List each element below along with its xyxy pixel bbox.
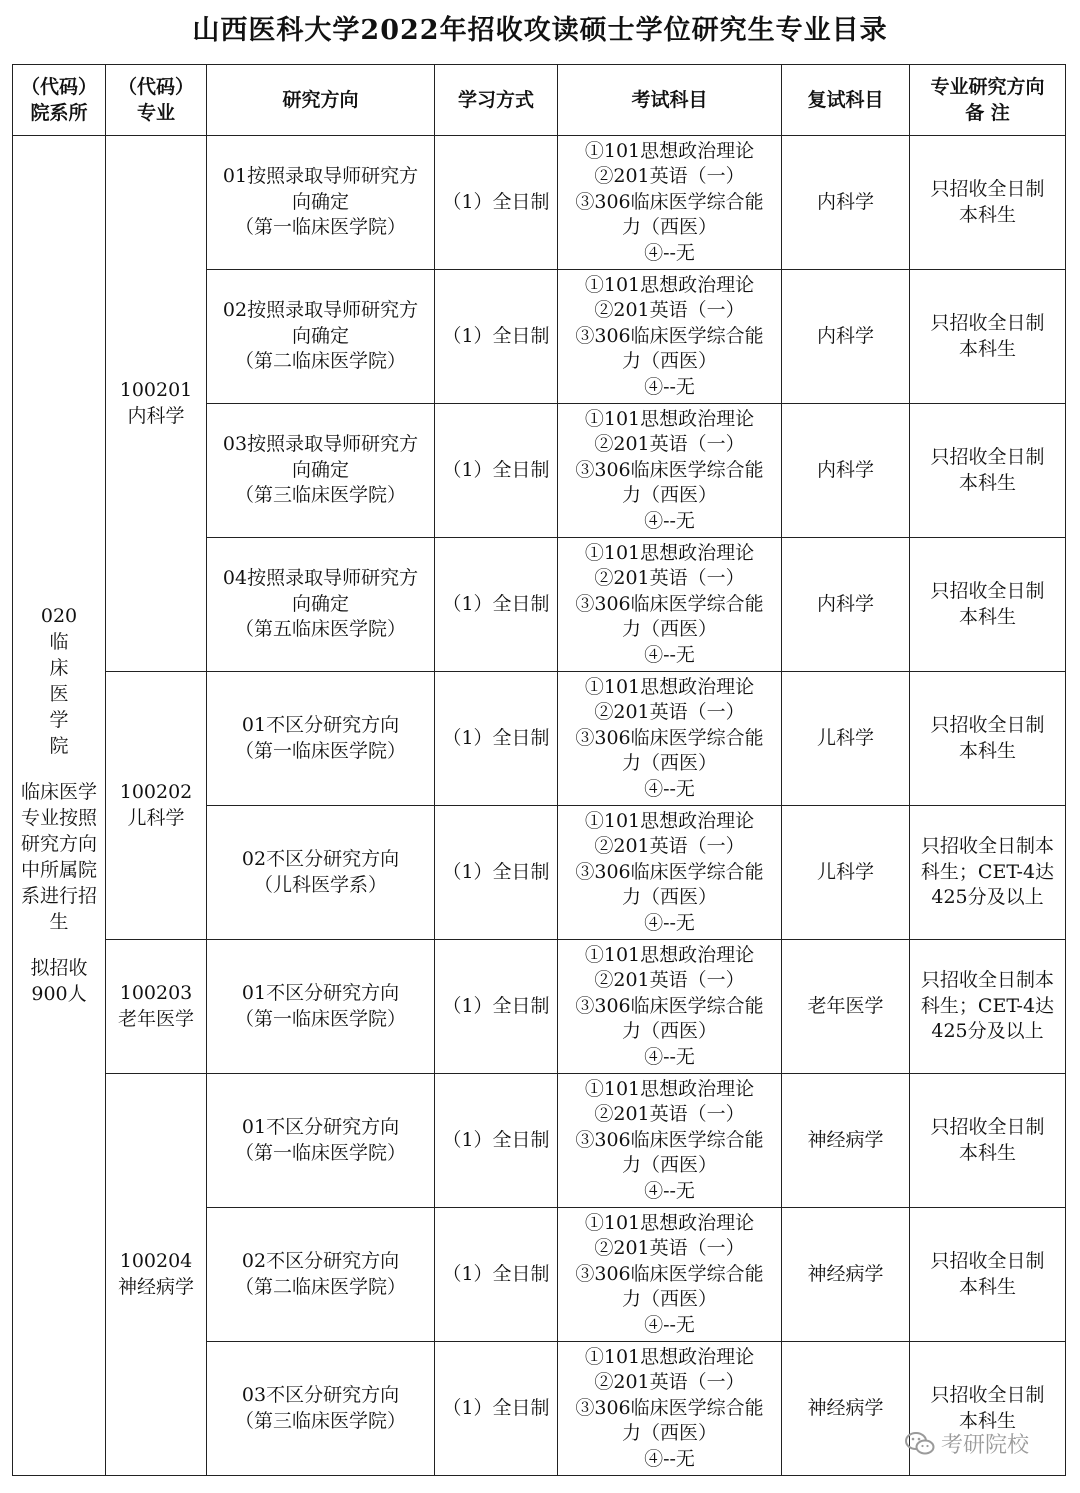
text-line: （第二临床医学院）	[234, 350, 406, 373]
watermark	[905, 1428, 1029, 1459]
text-line: 力（西医）	[621, 752, 717, 775]
text-line: 03按照录取导师研究方	[222, 433, 419, 456]
text-line: ①101思想政治理论	[584, 1211, 755, 1234]
direction-cell	[207, 538, 435, 672]
direction-cell	[207, 806, 435, 940]
wechat-icon	[905, 1431, 935, 1457]
text-line: ③306临床医学综合能	[575, 190, 764, 213]
table-header-row	[13, 65, 1066, 136]
text-line: ③306临床医学综合能	[575, 1396, 764, 1419]
exam-cell	[558, 1342, 782, 1476]
retest-cell: 儿科学	[782, 806, 910, 940]
text-line: ④--无	[644, 1447, 695, 1470]
text-line: ④--无	[644, 777, 695, 800]
direction-cell	[207, 1342, 435, 1476]
major-code: 100202	[119, 781, 193, 803]
note-cell	[910, 404, 1066, 538]
text-line: ②201英语（一）	[594, 299, 745, 322]
text-line: ①101思想政治理论	[584, 675, 755, 698]
text-line: 力（西医）	[621, 618, 717, 641]
text-line: （第二临床医学院）	[234, 1275, 406, 1298]
note-cell	[910, 940, 1066, 1074]
exam-cell	[558, 270, 782, 404]
major-name: 神经病学	[117, 1275, 194, 1298]
text-line: （第三临床医学院）	[234, 484, 406, 507]
text-line: ②201英语（一）	[594, 969, 745, 992]
major-code: 100203	[119, 982, 193, 1004]
note-cell	[910, 136, 1066, 270]
text-line: ①101思想政治理论	[584, 541, 755, 564]
text-line: ②201英语（一）	[594, 433, 745, 456]
text-line: （第一临床医学院）	[234, 1007, 406, 1030]
text-line: 只招收全日制	[930, 714, 1045, 736]
text-line: 425分及以上	[931, 886, 1044, 909]
text-line: ④--无	[644, 1179, 695, 1202]
text-line: 力（西医）	[621, 886, 717, 909]
dept-code: 020	[40, 604, 78, 627]
text-line: ①101思想政治理论	[584, 943, 755, 966]
text-line: 本科生	[958, 1275, 1016, 1298]
text-line: ④--无	[644, 1045, 695, 1068]
direction-cell	[207, 672, 435, 806]
text-line: 只招收全日制	[930, 1250, 1045, 1272]
text-line: 03不区分研究方向	[241, 1384, 400, 1406]
major-name: 老年医学	[117, 1007, 194, 1030]
exam-cell	[558, 404, 782, 538]
header-note: 专业研究方向 备 注	[910, 65, 1066, 136]
text-line: ③306临床医学综合能	[575, 592, 764, 615]
text-line: 本科生	[958, 337, 1016, 360]
watermark-text: 考研院校	[941, 1433, 1030, 1458]
header-retest: 复试科目	[782, 65, 910, 136]
text-line: 只招收全日制	[930, 446, 1045, 468]
major-name: 儿科学	[127, 806, 185, 829]
text-line: 向确定	[291, 458, 349, 481]
major-cell	[106, 1074, 207, 1476]
exam-cell	[558, 1074, 782, 1208]
exam-cell	[558, 538, 782, 672]
note-cell	[910, 270, 1066, 404]
text-line: ②201英语（一）	[594, 567, 745, 590]
text-line: 力（西医）	[621, 350, 717, 373]
retest-cell: 儿科学	[782, 672, 910, 806]
retest-cell: 老年医学	[782, 940, 910, 1074]
text-line: 只招收全日制本	[920, 835, 1054, 858]
text-line: ④--无	[644, 241, 695, 264]
text-line: ④--无	[644, 911, 695, 934]
header-major: （代码） 专业	[106, 65, 207, 136]
text-line: ①101思想政治理论	[584, 407, 755, 430]
text-line: ②201英语（一）	[594, 165, 745, 188]
text-line: 02不区分研究方向	[241, 1250, 400, 1272]
direction-cell	[207, 1074, 435, 1208]
text-line: ③306临床医学综合能	[575, 324, 764, 347]
major-code: 100201	[119, 379, 193, 401]
text-line: 只招收全日制	[930, 178, 1045, 200]
direction-cell	[207, 404, 435, 538]
header-exam: 考试科目	[558, 65, 782, 136]
text-line: ①101思想政治理论	[584, 273, 755, 296]
text-line: 科生；CET-4达	[920, 860, 1055, 883]
text-line: ②201英语（一）	[594, 701, 745, 724]
text-line: 本科生	[958, 203, 1016, 226]
text-line: （儿科医学系）	[253, 873, 387, 896]
text-line: ④--无	[644, 375, 695, 398]
dept-name: 临床医学院	[49, 631, 69, 758]
text-line: 只招收全日制	[930, 1384, 1045, 1406]
text-line: 本科生	[958, 739, 1016, 762]
text-line: ③306临床医学综合能	[575, 994, 764, 1017]
retest-cell: 内科学	[782, 270, 910, 404]
retest-cell: 神经病学	[782, 1342, 910, 1476]
study-mode-cell: （1）全日制	[435, 1208, 558, 1342]
text-line: （第一临床医学院）	[234, 1141, 406, 1164]
retest-cell: 神经病学	[782, 1074, 910, 1208]
dept-cell	[13, 136, 106, 1476]
text-line: ④--无	[644, 643, 695, 666]
catalog-table	[12, 64, 1066, 1476]
study-mode-cell: （1）全日制	[435, 940, 558, 1074]
header-direction: 研究方向	[207, 65, 435, 136]
text-line: 04按照录取导师研究方	[222, 567, 419, 590]
retest-cell: 内科学	[782, 136, 910, 270]
note-cell	[910, 538, 1066, 672]
table-row	[13, 672, 1066, 806]
exam-cell	[558, 136, 782, 270]
header-dept: （代码） 院系所	[13, 65, 106, 136]
direction-cell	[207, 270, 435, 404]
text-line: ③306临床医学综合能	[575, 458, 764, 481]
text-line: 02不区分研究方向	[241, 848, 400, 870]
text-line: （第五临床医学院）	[234, 618, 406, 641]
major-cell	[106, 940, 207, 1074]
text-line: 本科生	[958, 1409, 1016, 1432]
study-mode-cell: （1）全日制	[435, 1342, 558, 1476]
note-cell	[910, 672, 1066, 806]
table-row	[13, 1074, 1066, 1208]
text-line: （第一临床医学院）	[234, 216, 406, 239]
note-cell	[910, 1074, 1066, 1208]
text-line: 力（西医）	[621, 1154, 717, 1177]
text-line: 向确定	[291, 592, 349, 615]
major-name: 内科学	[127, 404, 185, 427]
major-code: 100204	[119, 1250, 193, 1272]
text-line: ④--无	[644, 509, 695, 532]
text-line: （第三临床医学院）	[234, 1409, 406, 1432]
header-study-mode: 学习方式	[435, 65, 558, 136]
text-line: ③306临床医学综合能	[575, 1128, 764, 1151]
retest-cell: 内科学	[782, 538, 910, 672]
study-mode-cell: （1）全日制	[435, 1074, 558, 1208]
study-mode-cell: （1）全日制	[435, 806, 558, 940]
study-mode-cell: （1）全日制	[435, 404, 558, 538]
exam-cell	[558, 672, 782, 806]
dept-note: 临床医学专业按照研究方向中所属院系进行招生	[20, 781, 97, 934]
major-cell	[106, 672, 207, 940]
text-line: 01按照录取导师研究方	[222, 165, 419, 188]
text-line: ④--无	[644, 1313, 695, 1336]
study-mode-cell: （1）全日制	[435, 672, 558, 806]
retest-cell: 神经病学	[782, 1208, 910, 1342]
study-mode-cell: （1）全日制	[435, 538, 558, 672]
text-line: 力（西医）	[621, 1288, 717, 1311]
note-cell	[910, 806, 1066, 940]
dept-quota: 拟招收900人	[30, 957, 88, 1006]
direction-cell	[207, 940, 435, 1074]
text-line: （第一临床医学院）	[234, 739, 406, 762]
text-line: 本科生	[958, 1141, 1016, 1164]
text-line: 力（西医）	[621, 484, 717, 507]
text-line: 只招收全日制	[930, 1116, 1045, 1138]
text-line: 只招收全日制	[930, 580, 1045, 602]
table-row	[13, 136, 1066, 270]
text-line: ①101思想政治理论	[584, 139, 755, 162]
text-line: 02按照录取导师研究方	[222, 299, 419, 322]
exam-cell	[558, 806, 782, 940]
exam-cell	[558, 940, 782, 1074]
major-cell	[106, 136, 207, 672]
text-line: 01不区分研究方向	[241, 1116, 400, 1138]
table-row	[13, 940, 1066, 1074]
text-line: 向确定	[291, 324, 349, 347]
text-line: ②201英语（一）	[594, 1237, 745, 1260]
text-line: 力（西医）	[621, 1020, 717, 1043]
text-line: ①101思想政治理论	[584, 1077, 755, 1100]
dept-info	[13, 604, 105, 1008]
text-line: 力（西医）	[621, 216, 717, 239]
text-line: 力（西医）	[621, 1422, 717, 1445]
text-line: ①101思想政治理论	[584, 809, 755, 832]
text-line: ①101思想政治理论	[584, 1345, 755, 1368]
note-cell	[910, 1208, 1066, 1342]
text-line: ③306临床医学综合能	[575, 726, 764, 749]
retest-cell: 内科学	[782, 404, 910, 538]
study-mode-cell: （1）全日制	[435, 136, 558, 270]
text-line: 本科生	[958, 471, 1016, 494]
text-line: 只招收全日制本	[920, 969, 1054, 992]
text-line: ②201英语（一）	[594, 1371, 745, 1394]
text-line: ③306临床医学综合能	[575, 860, 764, 883]
text-line: 向确定	[291, 190, 349, 213]
study-mode-cell: （1）全日制	[435, 270, 558, 404]
page-title: 山西医科大学2022年招收攻读硕士学位研究生专业目录	[192, 15, 888, 46]
exam-cell	[558, 1208, 782, 1342]
text-line: ②201英语（一）	[594, 835, 745, 858]
direction-cell	[207, 136, 435, 270]
text-line: 01不区分研究方向	[241, 982, 400, 1004]
direction-cell	[207, 1208, 435, 1342]
text-line: 本科生	[958, 605, 1016, 628]
text-line: 01不区分研究方向	[241, 714, 400, 736]
text-line: ②201英语（一）	[594, 1103, 745, 1126]
text-line: 科生；CET-4达	[920, 994, 1055, 1017]
text-line: ③306临床医学综合能	[575, 1262, 764, 1285]
text-line: 425分及以上	[931, 1020, 1044, 1043]
text-line: 只招收全日制	[930, 312, 1045, 334]
